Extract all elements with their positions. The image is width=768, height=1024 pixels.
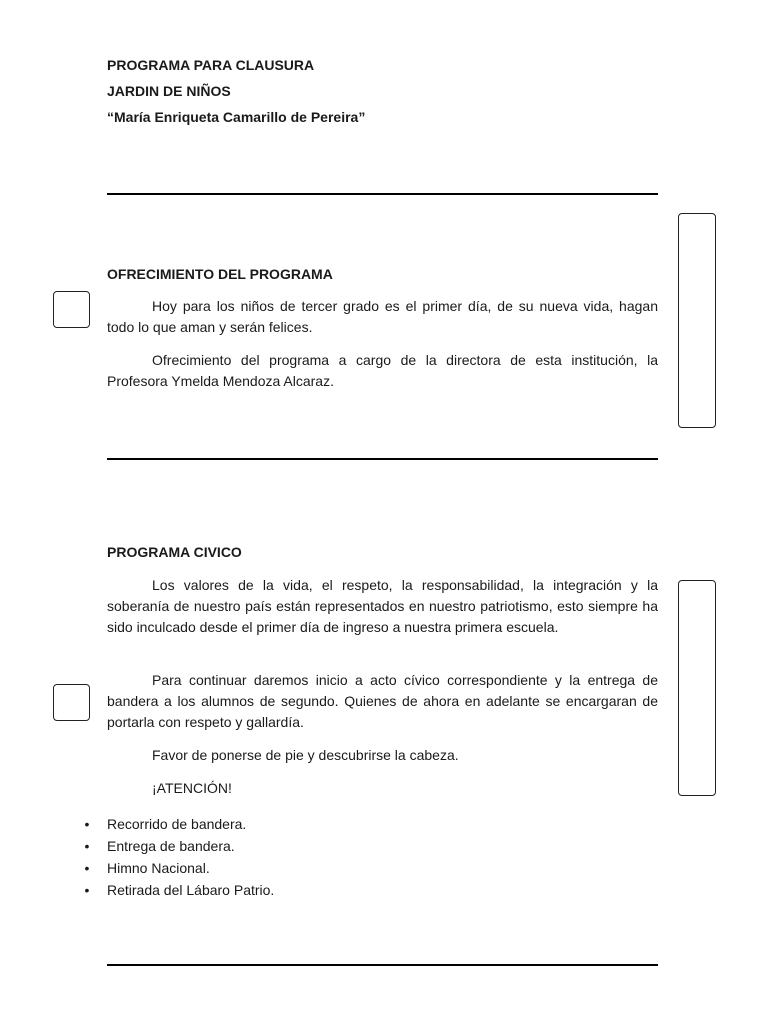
list-item-text: Himno Nacional. [107,860,210,876]
divider-line [107,193,658,195]
document-header [107,52,365,130]
margin-box-tall [678,580,716,796]
header-title: PROGRAMA PARA CLAUSURA [107,57,315,73]
section-title-ofrecimiento: OFRECIMIENTO DEL PROGRAMA [107,266,333,282]
paragraph: Hoy para los niños de tercer grado es el primer día, de su nueva vida, hagan todo lo que aman y serán felices. [107,298,658,335]
paragraph: Los valores de la vida, el respeto, la responsabilidad, la integración y la soberanía de nuestro país están representados en nuestro patriotismo, esto siempre ha sido inculcado desde el primer día de ingreso a nuestra primera escuela. [107,577,658,635]
bullet-icon: • [84,860,90,876]
paragraph: Favor de ponerse de pie y descubrirse la cabeza. [152,747,459,763]
divider-line [107,964,658,966]
header-school-name: “María Enriqueta Camarillo de Pereira” [107,109,366,125]
divider-line [107,458,658,460]
list-item-text: Entrega de bandera. [107,838,235,854]
margin-box-tall [678,213,716,428]
paragraph: Ofrecimiento del programa a cargo de la directora de esta institución, la Profesora Ymelda Mendoza Alcaraz. [107,352,658,389]
section-title-programa-civico: PROGRAMA CIVICO [107,544,242,560]
list-item [82,857,274,879]
bullet-icon: • [84,816,90,832]
bullet-icon: • [84,838,90,854]
bullet-list [82,813,274,901]
paragraph-atencion: ¡ATENCIÓN! [152,780,232,796]
list-item [82,813,274,835]
list-item-text: Retirada del Lábaro Patrio. [107,882,275,898]
margin-box-small [53,684,90,721]
list-item [82,879,274,901]
margin-box-small [53,291,90,328]
list-item-text: Recorrido de bandera. [107,816,247,832]
header-school-type: JARDIN DE NIÑOS [107,83,231,99]
bullet-icon: • [84,882,90,898]
paragraph: Para continuar daremos inicio a acto cívico correspondiente y la entrega de bandera a los alumnos de segundo. Quienes de ahora en adelante se encargaran de portarla con respeto y gallardía. [107,672,658,730]
list-item [82,835,274,857]
